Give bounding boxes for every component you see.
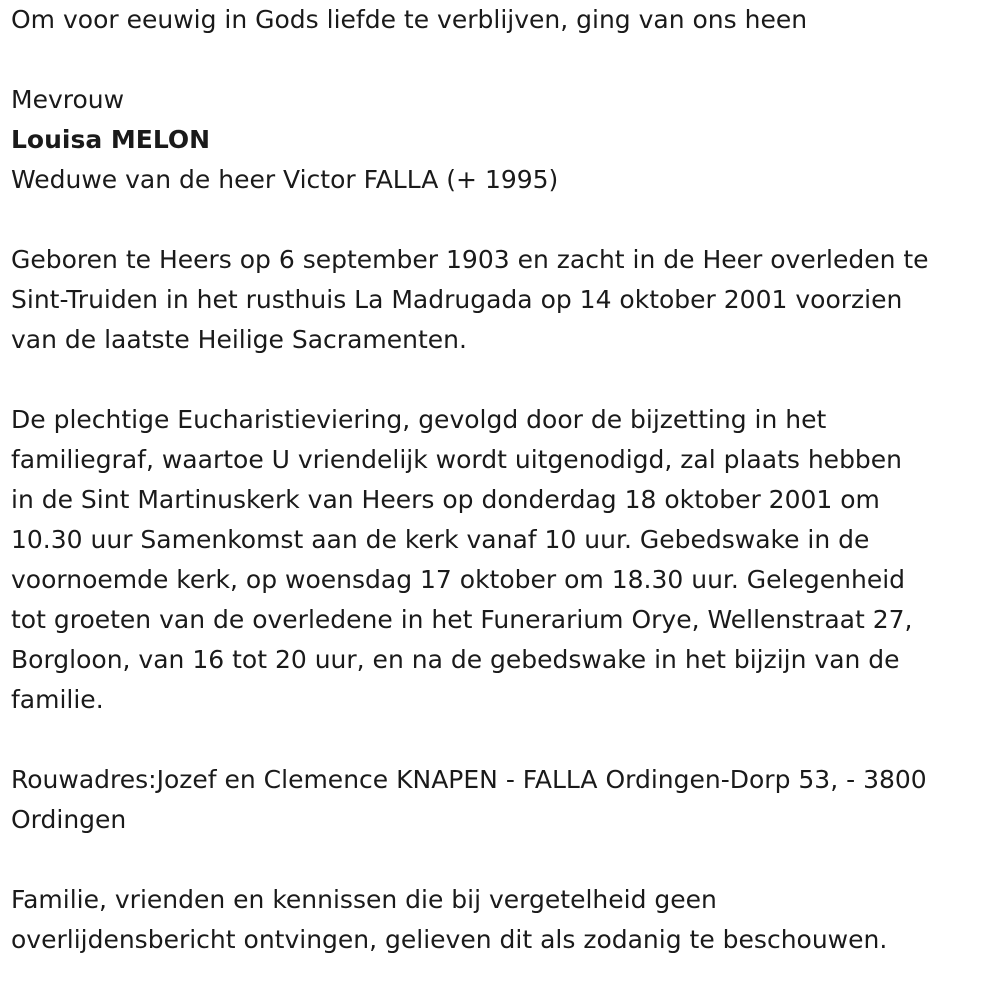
paragraph-line: familiegraf, waartoe U vriendelijk wordt uitgenodigd, zal plaats hebben xyxy=(11,445,903,474)
spacer xyxy=(11,720,996,760)
paragraph-line: van de laatste Heilige Sacramenten. xyxy=(11,325,467,354)
deceased-name: Louisa MELON xyxy=(11,125,211,154)
spacer xyxy=(11,840,996,880)
ceremony-paragraph xyxy=(11,400,996,720)
paragraph-line: De plechtige Eucharistieviering, gevolgd door de bijzetting in het xyxy=(11,405,827,434)
paragraph-line: 10.30 uur Samenkomst aan de kerk vanaf 10 uur. Gebedswake in de xyxy=(11,525,870,554)
birth-death-paragraph xyxy=(11,240,996,360)
paragraph-line: familie. xyxy=(11,685,104,714)
paragraph-line: Familie, vrienden en kennissen die bij vergetelheid geen xyxy=(11,885,717,914)
paragraph-line: Rouwadres:Jozef en Clemence KNAPEN - FALLA Ordingen-Dorp 53, - 3800 xyxy=(11,765,927,794)
spacer xyxy=(11,200,996,240)
widow-of-line: Weduwe van de heer Victor FALLA (+ 1995) xyxy=(11,165,559,194)
spacer xyxy=(11,40,996,80)
paragraph-line: voornoemde kerk, op woensdag 17 oktober om 18.30 uur. Gelegenheid xyxy=(11,565,906,594)
paragraph-line: Ordingen xyxy=(11,805,127,834)
obituary-notice xyxy=(11,0,996,960)
paragraph-line: Geboren te Heers op 6 september 1903 en zacht in de Heer overleden te xyxy=(11,245,929,274)
spacer xyxy=(11,360,996,400)
title-prefix: Mevrouw xyxy=(11,85,125,114)
mourning-address-paragraph xyxy=(11,760,996,840)
paragraph-line: tot groeten van de overledene in het Funerarium Orye, Wellenstraat 27, xyxy=(11,605,913,634)
paragraph-line: overlijdensbericht ontvingen, gelieven dit als zodanig te beschouwen. xyxy=(11,925,888,954)
paragraph-line: Borgloon, van 16 tot 20 uur, en na de gebedswake in het bijzijn van de xyxy=(11,645,900,674)
paragraph-line: in de Sint Martinuskerk van Heers op donderdag 18 oktober 2001 om xyxy=(11,485,880,514)
intro-line: Om voor eeuwig in Gods liefde te verblijven, ging van ons heen xyxy=(11,5,808,34)
closing-paragraph xyxy=(11,880,996,960)
paragraph-line: Sint-Truiden in het rusthuis La Madrugada op 14 oktober 2001 voorzien xyxy=(11,285,903,314)
